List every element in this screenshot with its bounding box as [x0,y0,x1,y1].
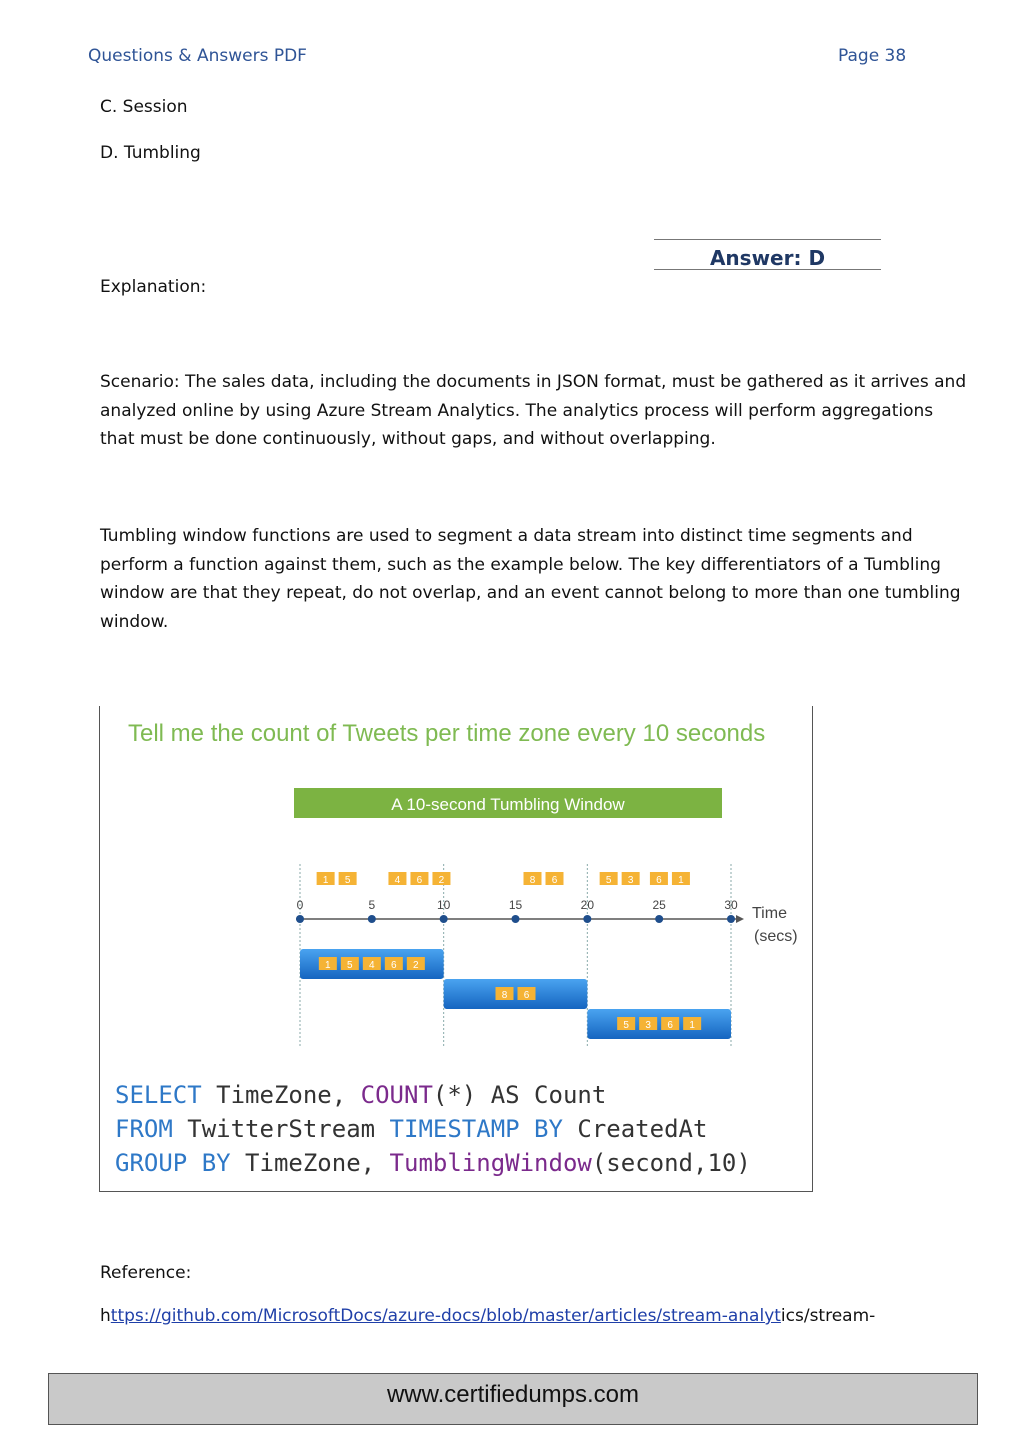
axis-label-time: Time [752,905,787,922]
window-event-label: 2 [413,960,419,971]
event-label: 6 [656,875,662,886]
event-label: 6 [416,875,423,886]
tick-dot [583,915,591,923]
code-text: (*) AS Count [432,1081,607,1109]
figure-title: Tell me the count of Tweets per time zone every 10 seconds [128,720,766,747]
window-bar [444,979,588,1009]
event-label: 1 [322,875,329,886]
tick-dot [655,915,663,923]
tick-dot [440,915,448,923]
event-label: 1 [678,875,684,886]
tick-label: 5 [368,898,376,912]
tick-dot [296,915,304,923]
event-label: 2 [438,875,445,886]
window-event-label: 6 [523,990,530,1001]
window-event-label: 6 [391,960,397,971]
tick-dot [727,915,735,923]
code-keyword: TIMESTAMP BY [389,1115,563,1143]
code-text: TimeZone, [201,1081,361,1109]
tick-label: 0 [296,898,304,912]
reference-link[interactable] [100,1306,875,1326]
paragraph-tumbling: Tumbling window functions are used to segment a data stream into distinct time segments and perform a function against them, such as the example below. The key differentiators of a Tumbling window are that they repeat, do not overlap, and an event cannot belong to more than one tumbling window. [100,526,961,632]
answer-rule-bottom [654,269,881,270]
code-keyword: GROUP BY [115,1149,231,1177]
header-title: Questions & Answers PDF [88,46,307,66]
answer-rule-top [654,239,881,240]
page-number: Page 38 [838,46,907,66]
code-line-1 [115,1078,751,1112]
window-event-label: 3 [645,1020,651,1031]
code-line-2 [115,1112,751,1146]
axis-arrow [736,915,744,923]
tick-label: 15 [508,898,523,912]
option-c: C. Session [100,97,188,117]
window-event-label: 5 [623,1020,629,1031]
code-line-3 [115,1146,751,1180]
axis-label-secs: (secs) [754,928,798,945]
window-event-label: 1 [325,960,331,971]
answer-label: Answer: D [709,246,826,270]
event-label: 8 [529,875,536,886]
code-text: (second,10) [591,1149,751,1177]
window-event-label: 4 [369,960,375,971]
code-text: CreatedAt [562,1115,708,1143]
code-function: COUNT [360,1081,433,1109]
window-event-label: 5 [347,960,353,971]
window-event-label: 6 [667,1020,673,1031]
reference-label: Reference: [100,1263,192,1283]
code-text: TwitterStream [172,1115,390,1143]
tick-dot [368,915,376,923]
event-label: 5 [605,875,612,886]
link-underlined[interactable]: ttps://github.com/MicrosoftDocs/azure-docs/blob/master/articles/stream-analyt [110,1306,781,1326]
window-bar [587,1009,731,1039]
tick-label: 20 [580,898,595,912]
window-event-label: 1 [689,1020,695,1031]
code-text: TimeZone, [230,1149,390,1177]
explanation-label: Explanation: [100,277,207,297]
link-prefix: h [100,1306,111,1326]
code-keyword: FROM [115,1115,173,1143]
option-d: D. Tumbling [100,143,201,163]
tumbling-window-figure [99,706,813,1192]
paragraph-scenario: Scenario: The sales data, including the documents in JSON format, must be gathered as it arrives and analyzed online by using Azure Stream Analytics. The analytics process will perform aggregations that must be done continuously, without gaps, and without overlapping. [100,372,967,449]
event-label: 4 [394,875,401,886]
link-suffix: ics/stream- [780,1306,876,1326]
event-label: 6 [551,875,558,886]
tick-label: 25 [652,898,666,912]
banner-label: A 10-second Tumbling Window [391,795,625,814]
footer-site: www.certifiedumps.com [48,1373,978,1425]
tick-label: 30 [724,898,738,912]
query-code [115,1078,751,1180]
tick-label: 10 [436,898,451,912]
code-function: TumblingWindow [389,1149,592,1177]
window-event-label: 8 [501,990,508,1001]
code-keyword: SELECT [115,1081,202,1109]
event-label: 3 [627,875,634,886]
event-label: 5 [344,875,351,886]
tick-dot [512,915,520,923]
